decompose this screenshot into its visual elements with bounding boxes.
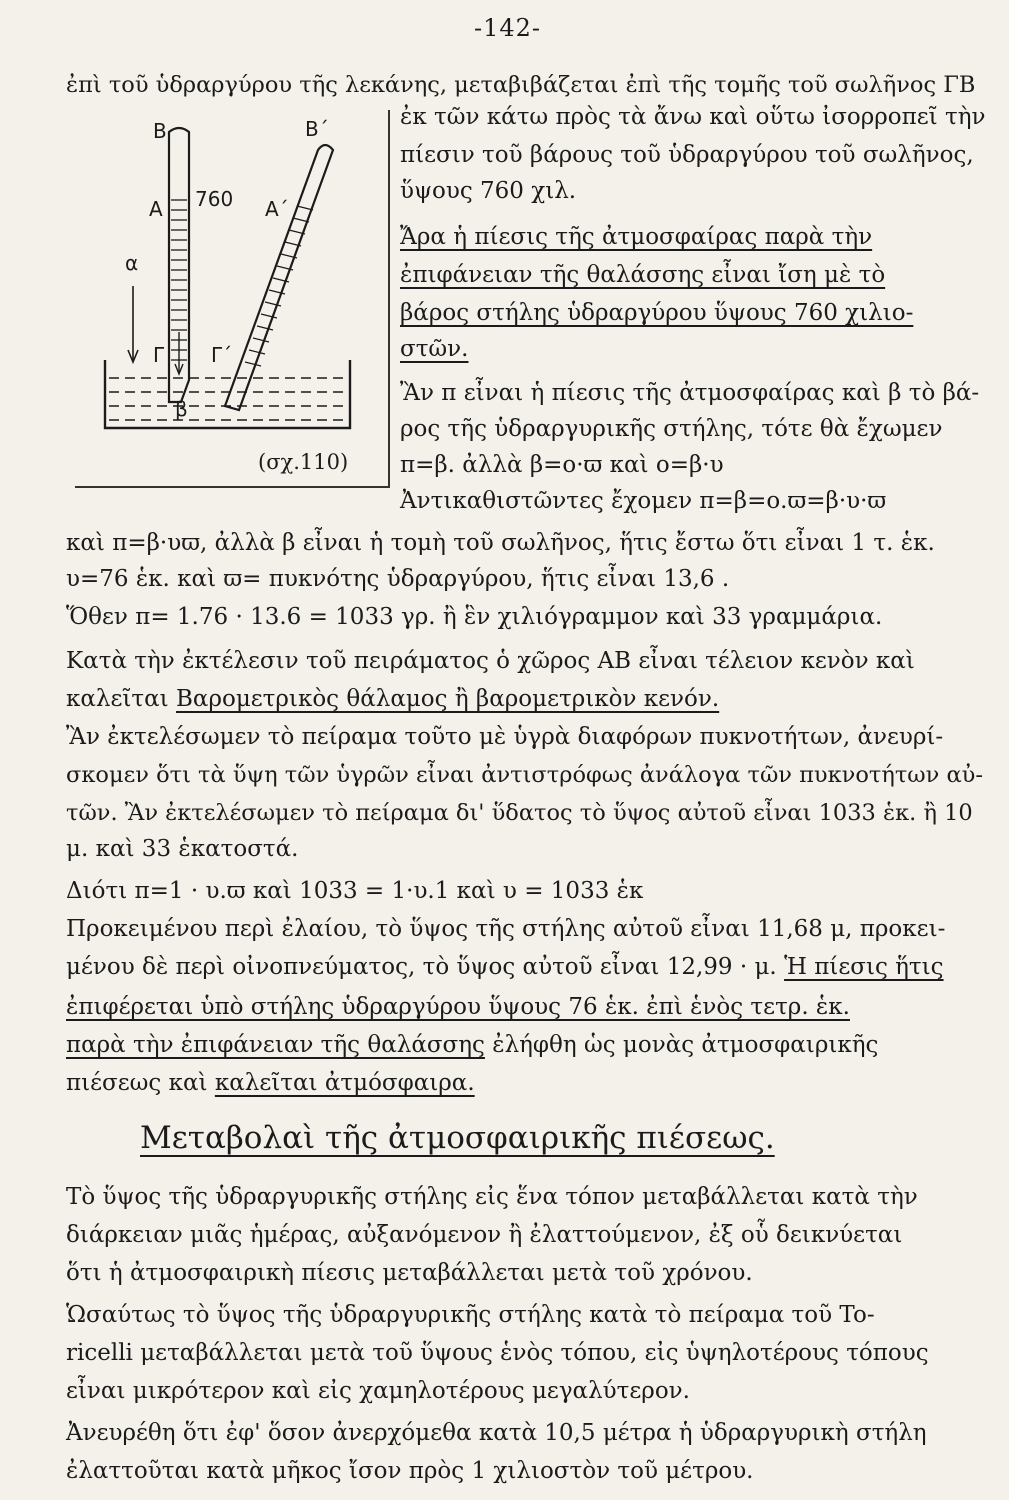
text-line-21: ricelli μεταβάλλεται μετὰ τοῦ ὕψους ἑνὸς τόπου, εἰς ὑψηλοτέρους τόπους <box>66 1340 929 1366</box>
label-alpha: α <box>125 251 139 275</box>
text-line-r9: ρος τῆς ὑδραργυρικῆς στήλης, τότε θὰ ἔχωμεν <box>400 416 943 442</box>
text-kaleitai: καλεῖται <box>66 686 169 712</box>
text-unit-taken: ἐλήφθη ὡς μονὰς ἀτμοσφαιρικῆς <box>492 1032 879 1058</box>
text-line-r8: Ἂν π εἶναι ἡ πίεσις τῆς ἀτμοσφαίρας καὶ β τὸ βά- <box>400 380 980 406</box>
text-line-r10: π=β. ἀλλὰ β=ο·ϖ καὶ ο=β·υ <box>400 452 724 478</box>
barometer-diagram <box>75 110 395 490</box>
inclined-tube <box>225 145 333 410</box>
text-line-16 <box>66 1068 475 1098</box>
term-barometric-chamber: Βαρομετρικὸς θάλαμος ἢ βαρομετρικὸν κενόν. <box>176 686 720 712</box>
text-line-r2: πίεσιν τοῦ βάρους τοῦ ὑδραργύρου τοῦ σωλῆνος, <box>400 142 974 168</box>
text-line-17: Τὸ ὕψος τῆς ὑδραργυρικῆς στήλης εἰς ἕνα τόπον μεταβάλλεται κατὰ τὴν <box>66 1184 918 1210</box>
text-line-r5: ἐπιφάνειαν τῆς θαλάσσης εἶναι ἴση μὲ τὸ <box>400 262 886 288</box>
text-line-12: Προκειμένου περὶ ἐλαίου, τὸ ὕψος τῆς στήλης αὐτοῦ εἶναι 11,68 μ, προκει- <box>66 916 946 942</box>
text-line-r3: ὕψους 760 χιλ. <box>400 178 577 204</box>
text-line-14: ἐπιφέρεται ὑπὸ στήλης ὑδραργύρου ὕψους 76 ἑκ. ἐπὶ ἑνὸς τετρ. ἑκ. <box>66 994 850 1020</box>
text-line-r11: Ἀντικαθιστῶντες ἔχομεν π=β=ο.ϖ=β·υ·ϖ <box>400 488 887 514</box>
text-line-11: Διότι π=1 · υ.ϖ καὶ 1033 = 1·υ.1 καὶ υ = 1033 ἑκ <box>66 878 644 904</box>
text-line-2: καὶ π=β·υϖ, ἀλλὰ β εἶναι ἡ τομὴ τοῦ σωλῆνος, ἥτις ἔστω ὅτι εἶναι 1 τ. ἑκ. <box>66 530 935 556</box>
text-line-22: εἶναι μικρότερον καὶ εἰς χαμηλοτέρους μεγαλύτερον. <box>66 1378 690 1404</box>
text-line-8: σκομεν ὅτι τὰ ὕψη τῶν ὑγρῶν εἶναι ἀντιστρόφως ἀνάλογα τῶν πυκνοτήτων αὐ- <box>66 762 983 788</box>
page-number: -142- <box>474 14 542 42</box>
label-A: A <box>149 197 163 221</box>
mercury-basin <box>105 360 350 428</box>
label-gamma-prime: Γ΄ <box>211 343 233 367</box>
text-line-19: ὅτι ἡ ἀτμοσφαιρικὴ πίεσις μεταβάλλεται μετὰ τοῦ χρόνου. <box>66 1260 753 1286</box>
label-B: B <box>153 119 167 143</box>
term-atmosphere: καλεῖται ἀτμόσφαιρα. <box>214 1070 475 1096</box>
text-line-13 <box>66 952 944 982</box>
label-beta: β <box>175 397 188 421</box>
text-line-r6: βάρος στήλης ὑδραργύρου ὕψους 760 χιλιο- <box>400 300 914 326</box>
text-line-23: Ἀνευρέθη ὅτι ἐφ' ὅσον ἀνερχόμεθα κατὰ 10,5 μέτρα ἡ ὑδραργυρικὴ στήλη <box>66 1420 927 1446</box>
text-line-20: Ὡσαύτως τὸ ὕψος τῆς ὑδραργυρικῆς στήλης κατὰ τὸ πείραμα τοῦ To- <box>66 1302 875 1328</box>
section-heading: Μεταβολαὶ τῆς ἀτμοσφαιρικῆς πιέσεως. <box>140 1120 775 1156</box>
text-line-9: τῶν. Ἂν ἐκτελέσωμεν τὸ πείραμα δι' ὕδατος τὸ ὕψος αὐτοῦ εἶναι 1033 ἑκ. ἢ 10 <box>66 800 973 826</box>
text-line-15 <box>66 1030 878 1060</box>
text-line-5: Κατὰ τὴν ἐκτέλεσιν τοῦ πειράματος ὁ χῶρος ΑΒ εἶναι τέλειον κενὸν καὶ <box>66 648 915 674</box>
text-line-6 <box>66 684 719 714</box>
text-line-7: Ἂν ἐκτελέσωμεν τὸ πείραμα τοῦτο μὲ ὑγρὰ διαφόρων πυκνοτήτων, ἀνευρί- <box>66 724 944 750</box>
figure-divider-horizontal <box>75 486 390 488</box>
text-line-r1: ἐκ τῶν κάτω πρὸς τὰ ἄνω καὶ οὕτω ἰσορροπεῖ τὴν <box>400 104 986 130</box>
text-line-10: μ. καὶ 33 ἑκατοστά. <box>66 836 299 862</box>
text-line-18: διάρκειαν μιᾶς ἡμέρας, αὐξανόμενον ἢ ἐλαττούμενον, ἐξ οὗ δεικνύεται <box>66 1222 903 1248</box>
label-B-prime: B΄ <box>305 117 329 141</box>
label-gamma: Γ <box>153 343 165 367</box>
text-alcohol-height: μένου δὲ περὶ οἰνοπνεύματος, τὸ ὕψος αὐτοῦ εἶναι 12,99 · μ. <box>66 954 777 980</box>
label-A-prime: A΄ <box>265 197 289 221</box>
text-line-r4: Ἄρα ἡ πίεσις τῆς ἀτμοσφαίρας παρὰ τὴν <box>400 224 873 250</box>
text-line-4: Ὅθεν π= 1.76 · 13.6 = 1033 γρ. ἢ ἓν χιλιόγραμμον καὶ 33 γραμμάρια. <box>66 604 883 630</box>
label-760: 760 <box>195 187 234 211</box>
inclined-tube-scale <box>245 206 313 366</box>
figure-caption: (σχ.110) <box>258 450 349 474</box>
text-line-1: ἐπὶ τοῦ ὑδραργύρου τῆς λεκάνης, μεταβιβάζεται ἐπὶ τῆς τομῆς τοῦ σωλῆνος ΓΒ <box>66 72 976 98</box>
text-line-24: ἐλαττοῦται κατὰ μῆκος ἴσον πρὸς 1 χιλιοστὸν τοῦ μέτρου. <box>66 1458 754 1484</box>
figure-divider-vertical <box>388 110 390 488</box>
text-line-3: υ=76 ἑκ. καὶ ϖ= πυκνότης ὑδραργύρου, ἥτις εἶναι 13,6 . <box>66 566 730 592</box>
text-line-r7: στῶν. <box>400 336 469 362</box>
text-pressure-and: πιέσεως καὶ <box>66 1070 208 1096</box>
text-definition-start: Ἡ πίεσις ἥτις <box>784 954 944 980</box>
torricelli-figure <box>75 110 395 490</box>
text-sea-surface: παρὰ τὴν ἐπιφάνειαν τῆς θαλάσσης <box>66 1032 485 1058</box>
